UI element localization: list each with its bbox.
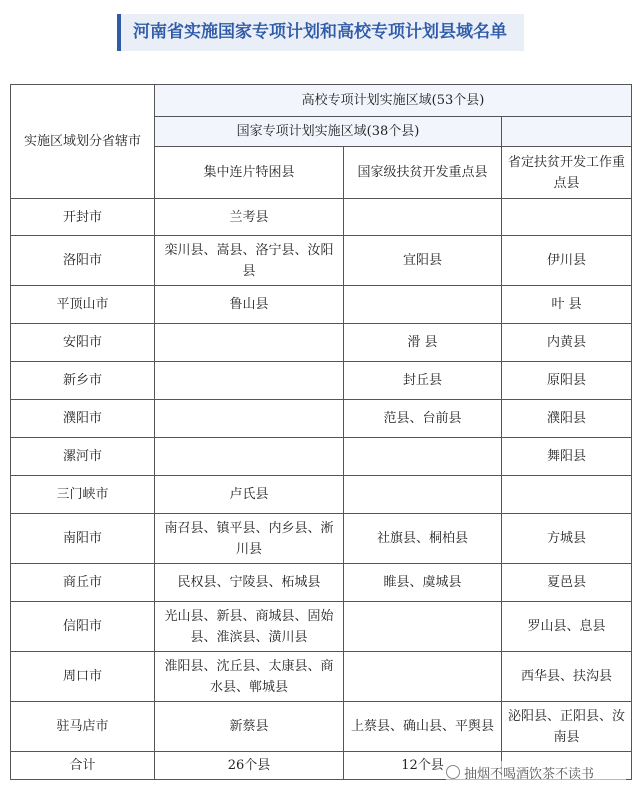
county-cell: 封丘县 [344,362,502,400]
header-university-area: 高校专项计划实施区域(53个县) [155,85,632,117]
county-cell [155,400,344,438]
table-row [11,400,632,438]
city-cell: 周口市 [11,652,155,702]
city-cell: 濮阳市 [11,400,155,438]
county-cell: 滑 县 [344,324,502,362]
county-cell: 濮阳县 [502,400,632,438]
header-col-b: 国家级扶贫开发重点县 [344,147,502,199]
table-row [11,564,632,602]
page-title: 河南省实施国家专项计划和高校专项计划县域名单 [133,22,507,42]
watermark [446,761,626,783]
title-banner [117,14,524,51]
county-cell [155,438,344,476]
county-cell: 上蔡县、确山县、平舆县 [344,702,502,752]
county-cell [502,199,632,236]
city-cell: 开封市 [11,199,155,236]
county-cell [155,324,344,362]
header-empty [502,117,632,147]
table-row [11,602,632,652]
county-cell: 舞阳县 [502,438,632,476]
county-cell: 社旗县、桐柏县 [344,514,502,564]
city-cell: 新乡市 [11,362,155,400]
table-row [11,236,632,286]
wechat-icon [446,765,460,779]
county-cell [344,652,502,702]
county-cell: 伊川县 [502,236,632,286]
county-table [10,84,632,780]
table-row [11,199,632,236]
city-cell: 漯河市 [11,438,155,476]
table-row [11,286,632,324]
city-cell: 南阳市 [11,514,155,564]
table-row [11,324,632,362]
county-cell: 范县、台前县 [344,400,502,438]
table-row [11,514,632,564]
city-cell: 商丘市 [11,564,155,602]
watermark-text: 抽烟不喝酒饮茶不读书 [464,766,595,782]
header-col-c: 省定扶贫开发工作重点县 [502,147,632,199]
county-cell: 宜阳县 [344,236,502,286]
county-cell: 原阳县 [502,362,632,400]
table-row [11,362,632,400]
county-cell: 光山县、新县、商城县、固始县、淮滨县、潢川县 [155,602,344,652]
city-cell: 合计 [11,752,155,780]
county-cell: 夏邑县 [502,564,632,602]
county-cell [344,602,502,652]
county-cell: 12个县 [344,752,502,780]
county-cell: 西华县、扶沟县 [502,652,632,702]
county-cell: 睢县、虞城县 [344,564,502,602]
city-cell: 安阳市 [11,324,155,362]
county-cell: 栾川县、嵩县、洛宁县、汝阳县 [155,236,344,286]
county-cell [155,362,344,400]
county-cell: 26个县 [155,752,344,780]
county-cell: 南召县、镇平县、内乡县、淅川县 [155,514,344,564]
table-row [11,652,632,702]
county-cell: 新蔡县 [155,702,344,752]
table-row [11,438,632,476]
county-cell [344,438,502,476]
city-cell: 三门峡市 [11,476,155,514]
header-city: 实施区域划分省辖市 [11,85,155,199]
county-cell [344,199,502,236]
county-cell: 泌阳县、正阳县、汝南县 [502,702,632,752]
county-cell: 卢氏县 [155,476,344,514]
county-cell: 方城县 [502,514,632,564]
county-cell: 罗山县、息县 [502,602,632,652]
city-cell: 驻马店市 [11,702,155,752]
city-cell: 洛阳市 [11,236,155,286]
county-cell: 内黄县 [502,324,632,362]
header-national-area: 国家专项计划实施区域(38个县) [155,117,502,147]
county-cell: 叶 县 [502,286,632,324]
header-col-a: 集中连片特困县 [155,147,344,199]
city-cell: 信阳市 [11,602,155,652]
county-cell [344,476,502,514]
county-cell: 淮阳县、沈丘县、太康县、商水县、郸城县 [155,652,344,702]
county-cell [344,286,502,324]
city-cell: 平顶山市 [11,286,155,324]
county-cell: 鲁山县 [155,286,344,324]
table-row [11,702,632,752]
table-row [11,476,632,514]
county-cell: 兰考县 [155,199,344,236]
county-cell [502,476,632,514]
county-cell: 民权县、宁陵县、柘城县 [155,564,344,602]
